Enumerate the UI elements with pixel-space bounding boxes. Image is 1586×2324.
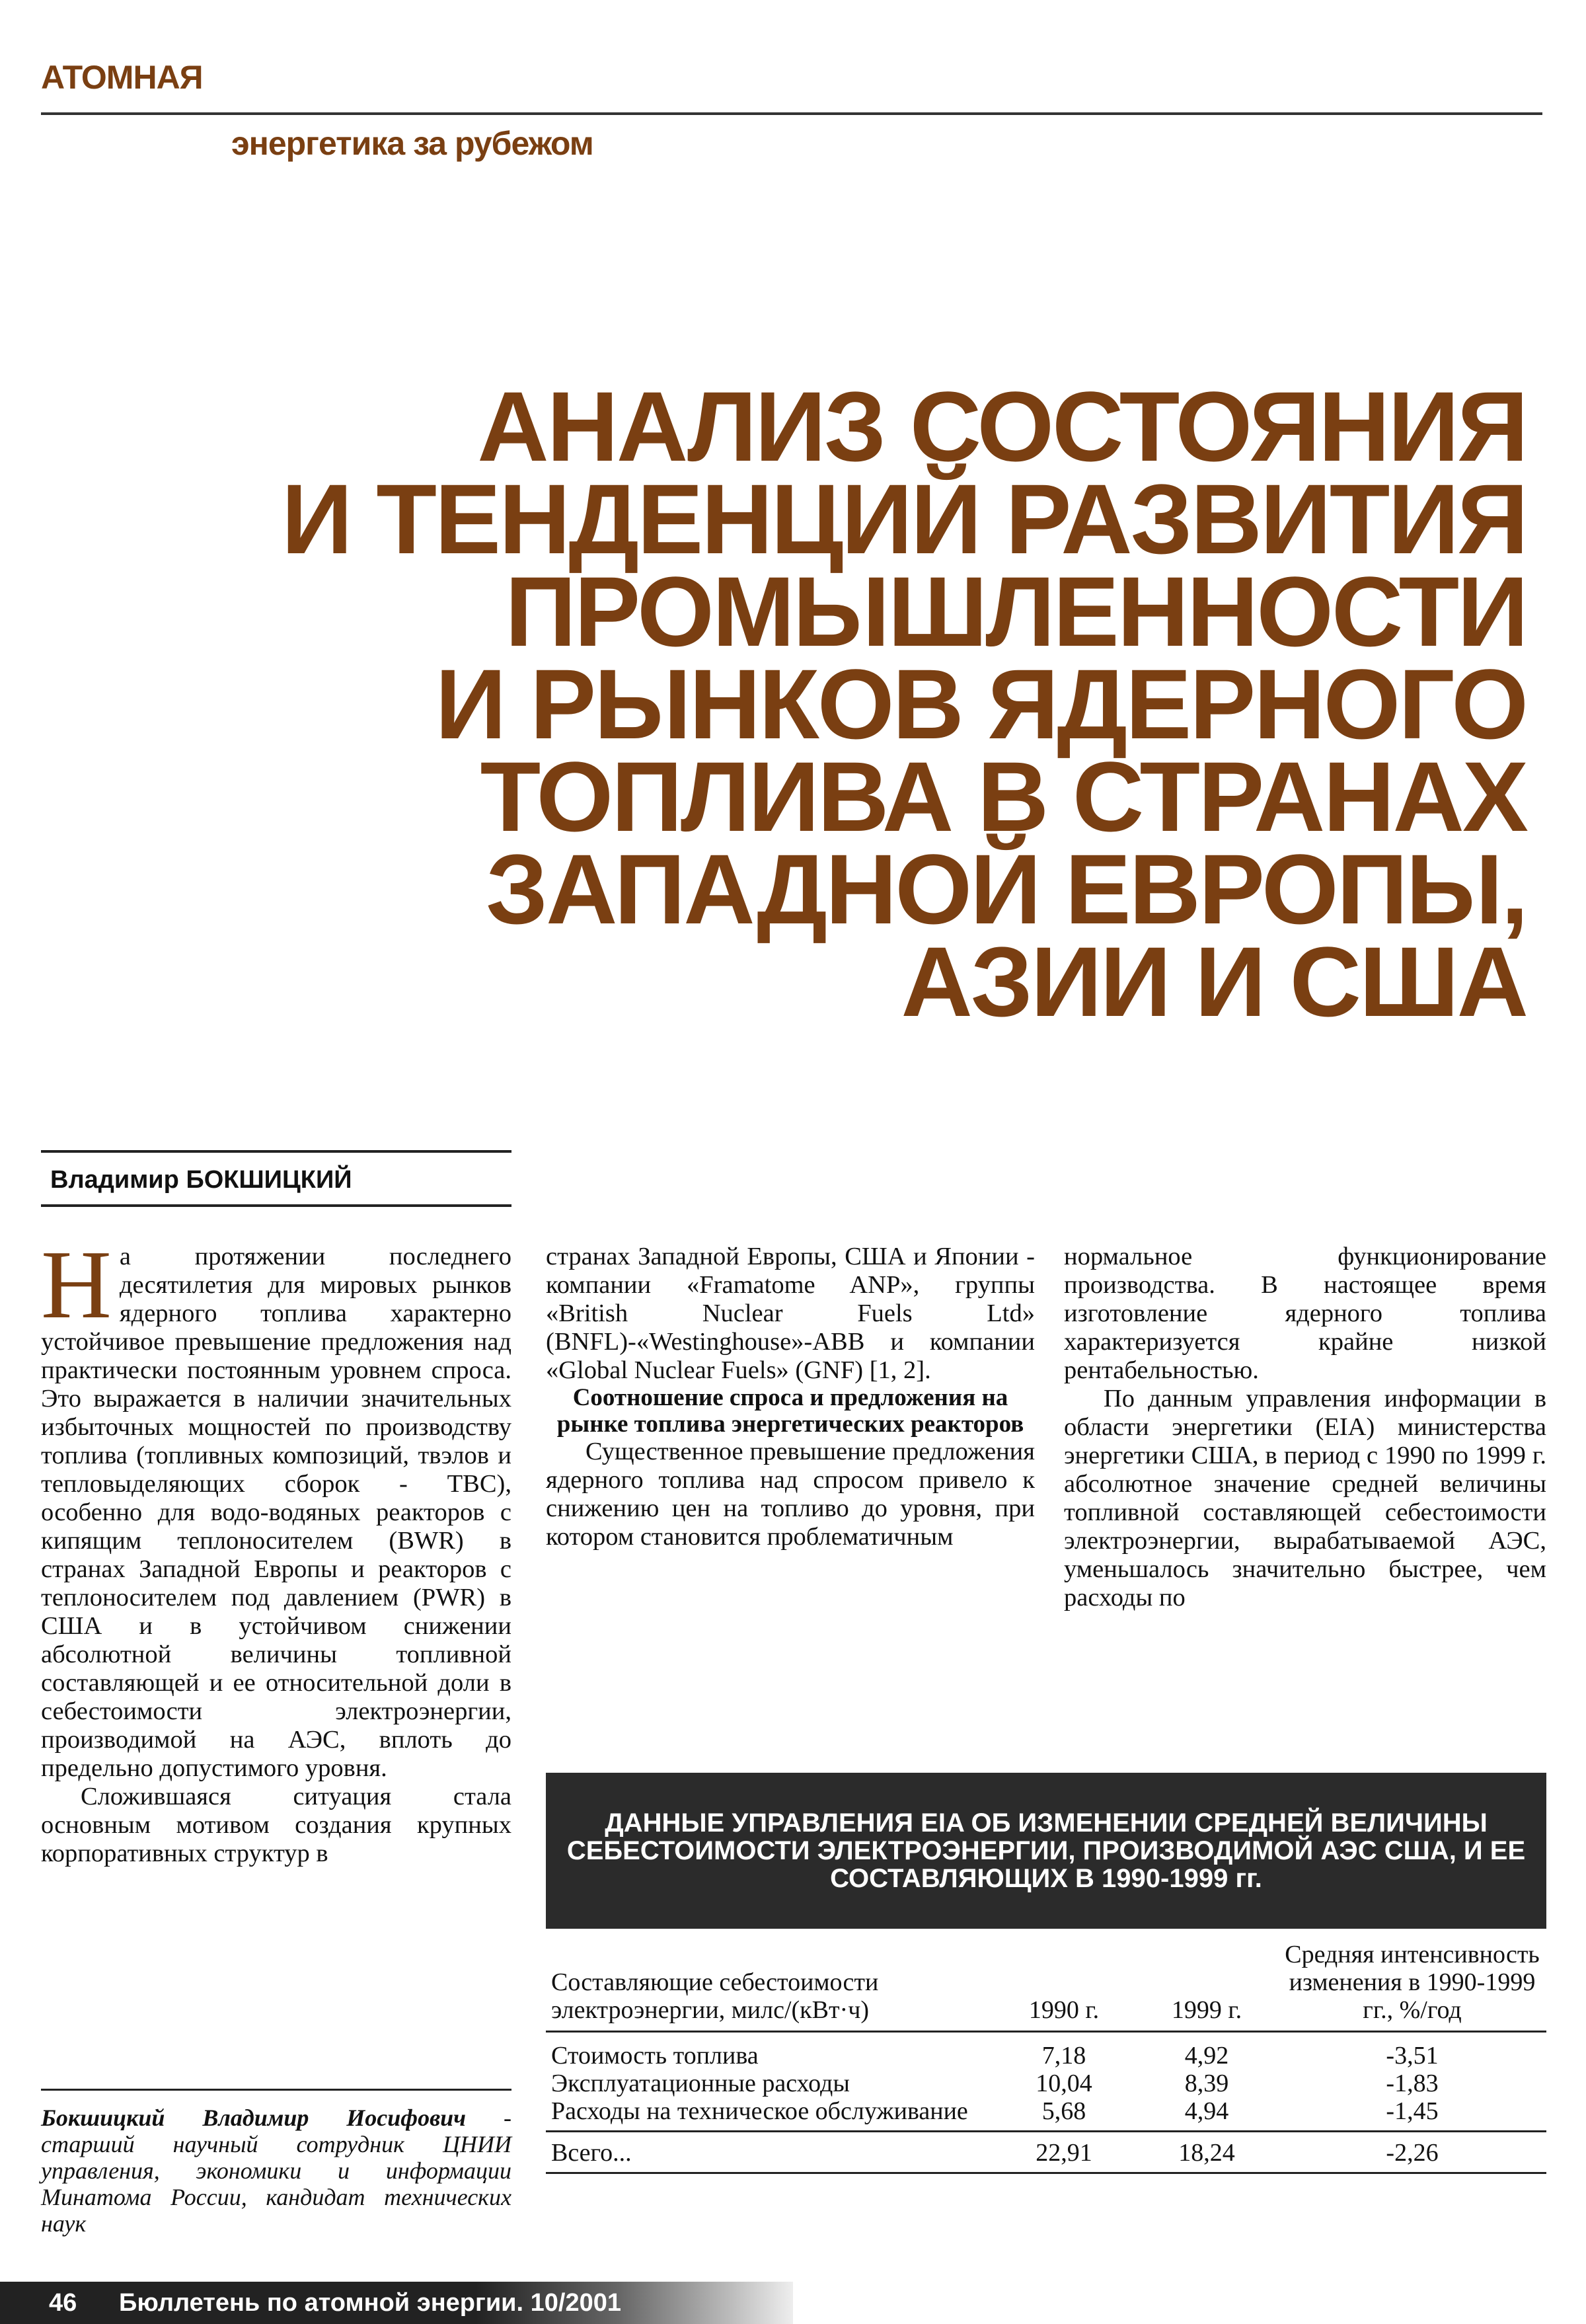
table-title-bar [546,1773,1546,1929]
table-cell: Стоимость топлива [551,2042,759,2070]
headline-line: ТОПЛИВА В СТРАНАХ [480,741,1527,852]
table-row [546,2070,1546,2097]
page-footer [0,2282,793,2324]
table-cell: 5,68 [1041,2097,1086,2125]
table-cell: -1,45 [1386,2097,1439,2125]
headline-line: ЗАПАДНОЙ ЕВРОПЫ, [486,833,1527,945]
author-name: Владимир БОКШИЦКИЙ [50,1166,352,1194]
paragraph: нормальное функционирование производства. В настоящее время изготовление ядерного топлива характеризуется крайне низкой рентабельностью. [1064,1243,1546,1384]
author-rule-top [41,1150,511,1153]
table-cell: 4,94 [1184,2097,1229,2125]
table-header-cell: 1990 г. [993,1930,1135,2032]
table-cell: 7,18 [1041,2042,1086,2070]
table-header-cell: Средняя интенсивность изменения в 1990-1999 гг., %/год [1278,1930,1546,2032]
page-number: 46 [49,2289,77,2317]
bio-divider [41,2089,511,2091]
headline-line: АНАЛИЗ СОСТОЯНИЯ [477,371,1527,482]
table-cell: 18,24 [1135,2132,1278,2173]
headline-line: ПРОМЫШЛЕННОСТИ [505,556,1527,667]
section-subtitle: энергетика за рубежом [231,125,593,162]
column-2 [546,1243,1035,1551]
bio-text: - старший научный сотрудник ЦНИИ управления, экономики и информации Минатома России, кандидат технических наук [41,2105,511,2237]
column-1 [41,1231,511,1868]
bio-name: Бокшицкий Владимир Иосифович [41,2105,467,2131]
paragraph: По данным управления информации в области энергетики (EIA) министерства энергетики США, в период с 1990 по 1999 г. абсолютное значение средней величины топливной составляющей себестоимости электроэнергии, вырабатываемой АЭС, уменьшалось значительно быстрее, чем расходы по [1064,1385,1546,1611]
section-divider [41,112,1542,115]
subheading: Соотношение спроса и предложения на рынке топлива энергетических реакторов [556,1384,1024,1438]
table-cell: Всего... [546,2132,993,2173]
table-title: ДАННЫЕ УПРАВЛЕНИЯ EIA ОБ ИЗМЕНЕНИИ СРЕДНЕЙ ВЕЛИЧИНЫ СЕБЕСТОИМОСТИ ЭЛЕКТРОЭНЕРГИИ, ПРОИЗВОДИМОЙ АЭС США, И ЕЕ СОСТАВЛЯЮЩИХ В 1990-1999 гг. [566,1808,1526,1893]
data-table [546,1930,1546,2174]
headline-line: АЗИИ И США [901,926,1527,1037]
journal-name: Бюллетень по атомной энергии. 10/2001 [119,2289,622,2317]
table-row [546,2097,1546,2132]
table-total-row [546,2132,1546,2173]
table-cell: Расходы на техническое обслуживание [551,2097,968,2125]
table-cell: 8,39 [1184,2070,1229,2097]
paragraph [41,1231,511,1783]
table-cell: 22,91 [993,2132,1135,2173]
article-headline [73,371,1527,1037]
section-title: АТОМНАЯ [41,59,203,96]
table-header-cell: Составляющие себестоимости электроэнергии, милс/(кВт·ч) [546,1930,993,2032]
author-bio [41,2105,511,2237]
headline-line: И ТЕНДЕНЦИЙ РАЗВИТИЯ [281,463,1527,574]
paragraph: Существенное превышение предложения ядерного топлива над спросом привело к снижению цен на топливо до уровня, при котором становится проблематичным [546,1438,1035,1551]
column-3 [1064,1243,1546,1612]
table-cell: Эксплуатационные расходы [551,2070,850,2097]
table-cell: -1,83 [1386,2070,1439,2097]
table-cell: -3,51 [1386,2042,1439,2070]
paragraph: странах Западной Европы, США и Японии - компании «Framatome ANP», группы «British Nuclear Fuels Ltd» (BNFL)-«Westinghouse»-ABB и компании «Global Nuclear Fuels» (GNF) [1, 2]. [546,1243,1035,1384]
table-cell: 4,92 [1184,2042,1229,2070]
table-cell: -2,26 [1278,2132,1546,2173]
table-header-cell: 1999 г. [1135,1930,1278,2032]
drop-cap: Н [41,1231,112,1339]
paragraph: Сложившаяся ситуация стала основным мотивом создания крупных корпоративных структур в [41,1783,511,1867]
headline-line: И РЫНКОВ ЯДЕРНОГО [435,648,1527,759]
table-header-row [546,1930,1546,2032]
table-row [546,2032,1546,2070]
paragraph-text: а протяжении последнего десятилетия для мировых рынков ядерного топлива характерно устойчивое превышение предложения над практически постоянным уровнем спроса. Это выражается в наличии значительных избыточных мощностей по производству топлива (топливных композиций, твэлов и тепловыделяющих сборок - ТВС), особенно для водо-водяных реакторов с кипящим теплоносителем (BWR) в странах Западной Европы и реакторов с теплоносителем под давлением (PWR) в США и в устойчивом снижении абсолютной величины топливной составляющей и ее относительной доли в себестоимости электроэнергии, производимой на АЭС, вплоть до предельно допустимого уровня. [41,1243,511,1782]
author-rule-bottom [41,1204,511,1207]
table-cell: 10,04 [1036,2070,1092,2097]
